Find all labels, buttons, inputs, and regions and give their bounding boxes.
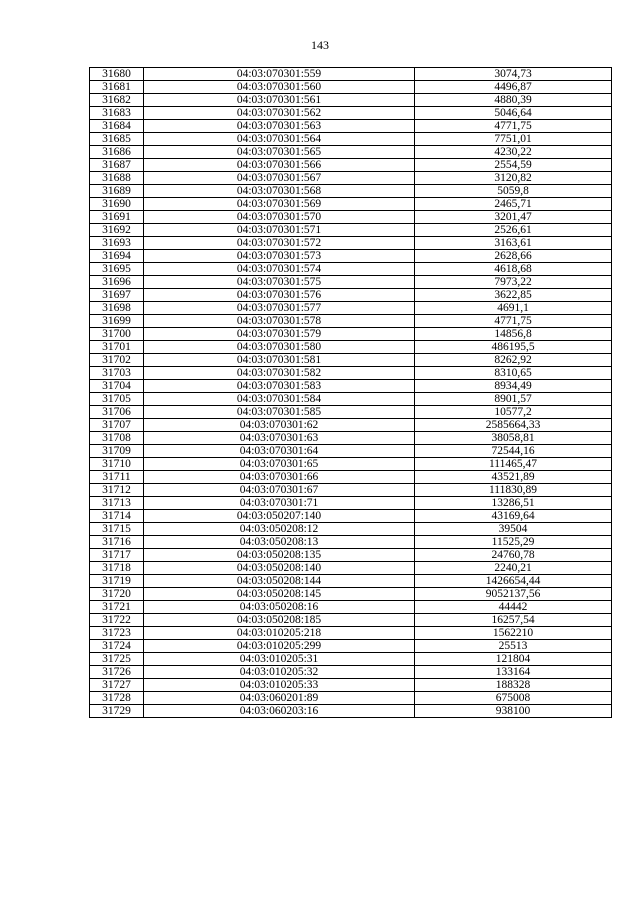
row-number-cell: 31697: [90, 289, 144, 302]
table-row: [90, 666, 612, 679]
cadastral-number-cell: 04:03:070301:560: [144, 81, 415, 94]
row-number-cell: 31726: [90, 666, 144, 679]
table-row: [90, 705, 612, 718]
cadastral-value-cell: 4618,68: [415, 263, 612, 276]
table-row: [90, 159, 612, 172]
table-row: [90, 289, 612, 302]
cadastral-number-cell: 04:03:010205:31: [144, 653, 415, 666]
cadastral-value-cell: 10577,2: [415, 406, 612, 419]
table-row: [90, 497, 612, 510]
row-number-cell: 31708: [90, 432, 144, 445]
table-row: [90, 68, 612, 81]
row-number-cell: 31703: [90, 367, 144, 380]
table-row: [90, 588, 612, 601]
cadastral-value-cell: 43521,89: [415, 471, 612, 484]
table-row: [90, 133, 612, 146]
row-number-cell: 31704: [90, 380, 144, 393]
cadastral-number-cell: 04:03:050208:13: [144, 536, 415, 549]
cadastral-number-cell: 04:03:070301:576: [144, 289, 415, 302]
cadastral-value-cell: 133164: [415, 666, 612, 679]
table-row: [90, 549, 612, 562]
cadastral-value-cell: 2585664,33: [415, 419, 612, 432]
cadastral-number-cell: 04:03:070301:581: [144, 354, 415, 367]
cadastral-number-cell: 04:03:050208:145: [144, 588, 415, 601]
table-row: [90, 146, 612, 159]
cadastral-value-cell: 2240,21: [415, 562, 612, 575]
cadastral-value-cell: 38058,81: [415, 432, 612, 445]
table-row: [90, 354, 612, 367]
cadastral-value-cell: 3201,47: [415, 211, 612, 224]
cadastral-value-cell: 11525,29: [415, 536, 612, 549]
cadastral-number-cell: 04:03:060203:16: [144, 705, 415, 718]
row-number-cell: 31722: [90, 614, 144, 627]
row-number-cell: 31712: [90, 484, 144, 497]
cadastral-value-cell: 7973,22: [415, 276, 612, 289]
table-row: [90, 692, 612, 705]
cadastral-value-cell: 3120,82: [415, 172, 612, 185]
row-number-cell: 31719: [90, 575, 144, 588]
table-row: [90, 380, 612, 393]
row-number-cell: 31721: [90, 601, 144, 614]
row-number-cell: 31727: [90, 679, 144, 692]
cadastral-value-cell: 4771,75: [415, 120, 612, 133]
cadastral-value-cell: 111830,89: [415, 484, 612, 497]
cadastral-value-cell: 188328: [415, 679, 612, 692]
row-number-cell: 31681: [90, 81, 144, 94]
cadastral-number-cell: 04:03:050208:140: [144, 562, 415, 575]
row-number-cell: 31724: [90, 640, 144, 653]
cadastral-number-cell: 04:03:050208:12: [144, 523, 415, 536]
cadastral-number-cell: 04:03:010205:33: [144, 679, 415, 692]
cadastral-value-cell: 4880,39: [415, 94, 612, 107]
cadastral-number-cell: 04:03:050207:140: [144, 510, 415, 523]
row-number-cell: 31698: [90, 302, 144, 315]
cadastral-value-cell: 5059,8: [415, 185, 612, 198]
cadastral-value-cell: 13286,51: [415, 497, 612, 510]
cadastral-value-cell: 2628,66: [415, 250, 612, 263]
table-row: [90, 328, 612, 341]
row-number-cell: 31685: [90, 133, 144, 146]
table-row: [90, 484, 612, 497]
cadastral-value-cell: 72544,16: [415, 445, 612, 458]
cadastral-number-cell: 04:03:070301:568: [144, 185, 415, 198]
table-row: [90, 341, 612, 354]
row-number-cell: 31725: [90, 653, 144, 666]
cadastral-value-cell: 938100: [415, 705, 612, 718]
table-row: [90, 198, 612, 211]
cadastral-number-cell: 04:03:010205:32: [144, 666, 415, 679]
row-number-cell: 31702: [90, 354, 144, 367]
row-number-cell: 31706: [90, 406, 144, 419]
cadastral-number-cell: 04:03:070301:572: [144, 237, 415, 250]
cadastral-number-cell: 04:03:070301:580: [144, 341, 415, 354]
table-row: [90, 367, 612, 380]
row-number-cell: 31692: [90, 224, 144, 237]
row-number-cell: 31687: [90, 159, 144, 172]
table-row: [90, 250, 612, 263]
cadastral-value-cell: 4496,87: [415, 81, 612, 94]
table-row: [90, 679, 612, 692]
cadastral-number-cell: 04:03:070301:559: [144, 68, 415, 81]
cadastral-number-cell: 04:03:070301:567: [144, 172, 415, 185]
cadastral-number-cell: 04:03:050208:16: [144, 601, 415, 614]
row-number-cell: 31720: [90, 588, 144, 601]
cadastral-value-cell: 1562210: [415, 627, 612, 640]
table-row: [90, 263, 612, 276]
table-row: [90, 406, 612, 419]
table-row: [90, 653, 612, 666]
table-row: [90, 185, 612, 198]
row-number-cell: 31696: [90, 276, 144, 289]
cadastral-value-cell: 4230,22: [415, 146, 612, 159]
cadastral-value-cell: 3622,85: [415, 289, 612, 302]
cadastral-number-cell: 04:03:070301:63: [144, 432, 415, 445]
cadastral-number-cell: 04:03:070301:574: [144, 263, 415, 276]
cadastral-value-cell: 5046,64: [415, 107, 612, 120]
table-row: [90, 640, 612, 653]
row-number-cell: 31691: [90, 211, 144, 224]
cadastral-value-table: [89, 67, 612, 718]
cadastral-number-cell: 04:03:070301:562: [144, 107, 415, 120]
cadastral-number-cell: 04:03:070301:62: [144, 419, 415, 432]
row-number-cell: 31718: [90, 562, 144, 575]
row-number-cell: 31707: [90, 419, 144, 432]
cadastral-number-cell: 04:03:010205:218: [144, 627, 415, 640]
cadastral-number-cell: 04:03:070301:564: [144, 133, 415, 146]
table-row: [90, 614, 612, 627]
cadastral-number-cell: 04:03:070301:71: [144, 497, 415, 510]
cadastral-number-cell: 04:03:070301:573: [144, 250, 415, 263]
cadastral-value-cell: 121804: [415, 653, 612, 666]
row-number-cell: 31710: [90, 458, 144, 471]
cadastral-value-cell: 2465,71: [415, 198, 612, 211]
cadastral-number-cell: 04:03:070301:570: [144, 211, 415, 224]
cadastral-number-cell: 04:03:070301:67: [144, 484, 415, 497]
cadastral-value-cell: 2526,61: [415, 224, 612, 237]
table-row: [90, 120, 612, 133]
cadastral-value-cell: 8310,65: [415, 367, 612, 380]
cadastral-number-cell: 04:03:060201:89: [144, 692, 415, 705]
cadastral-value-cell: 7751,01: [415, 133, 612, 146]
table-row: [90, 562, 612, 575]
row-number-cell: 31686: [90, 146, 144, 159]
table-row: [90, 419, 612, 432]
cadastral-number-cell: 04:03:070301:566: [144, 159, 415, 172]
cadastral-number-cell: 04:03:070301:569: [144, 198, 415, 211]
row-number-cell: 31699: [90, 315, 144, 328]
cadastral-number-cell: 04:03:070301:563: [144, 120, 415, 133]
cadastral-value-cell: 486195,5: [415, 341, 612, 354]
page-number: 143: [311, 38, 329, 52]
cadastral-value-cell: 8901,57: [415, 393, 612, 406]
cadastral-number-cell: 04:03:050208:144: [144, 575, 415, 588]
row-number-cell: 31701: [90, 341, 144, 354]
table-row: [90, 471, 612, 484]
cadastral-number-cell: 04:03:070301:561: [144, 94, 415, 107]
row-number-cell: 31715: [90, 523, 144, 536]
cadastral-value-cell: 9052137,56: [415, 588, 612, 601]
table-row: [90, 536, 612, 549]
table-row: [90, 94, 612, 107]
table-body: [90, 68, 612, 718]
cadastral-number-cell: 04:03:070301:585: [144, 406, 415, 419]
table-row: [90, 172, 612, 185]
row-number-cell: 31695: [90, 263, 144, 276]
cadastral-value-cell: 4771,75: [415, 315, 612, 328]
cadastral-number-cell: 04:03:070301:571: [144, 224, 415, 237]
cadastral-value-cell: 25513: [415, 640, 612, 653]
table-row: [90, 107, 612, 120]
cadastral-value-cell: 16257,54: [415, 614, 612, 627]
cadastral-number-cell: 04:03:070301:582: [144, 367, 415, 380]
table-row: [90, 276, 612, 289]
row-number-cell: 31709: [90, 445, 144, 458]
cadastral-value-cell: 111465,47: [415, 458, 612, 471]
cadastral-number-cell: 04:03:070301:66: [144, 471, 415, 484]
table-row: [90, 458, 612, 471]
table-row: [90, 393, 612, 406]
cadastral-number-cell: 04:03:070301:575: [144, 276, 415, 289]
row-number-cell: 31683: [90, 107, 144, 120]
table-row: [90, 575, 612, 588]
cadastral-value-cell: 3163,61: [415, 237, 612, 250]
cadastral-number-cell: 04:03:010205:299: [144, 640, 415, 653]
cadastral-number-cell: 04:03:070301:577: [144, 302, 415, 315]
cadastral-number-cell: 04:03:070301:64: [144, 445, 415, 458]
cadastral-value-cell: 8262,92: [415, 354, 612, 367]
table-row: [90, 510, 612, 523]
row-number-cell: 31713: [90, 497, 144, 510]
table-row: [90, 523, 612, 536]
table-row: [90, 432, 612, 445]
row-number-cell: 31711: [90, 471, 144, 484]
cadastral-number-cell: 04:03:070301:578: [144, 315, 415, 328]
row-number-cell: 31705: [90, 393, 144, 406]
row-number-cell: 31684: [90, 120, 144, 133]
row-number-cell: 31716: [90, 536, 144, 549]
table-row: [90, 627, 612, 640]
row-number-cell: 31700: [90, 328, 144, 341]
row-number-cell: 31689: [90, 185, 144, 198]
row-number-cell: 31723: [90, 627, 144, 640]
table-row: [90, 302, 612, 315]
table-row: [90, 445, 612, 458]
table-row: [90, 211, 612, 224]
cadastral-value-cell: 675008: [415, 692, 612, 705]
cadastral-number-cell: 04:03:070301:584: [144, 393, 415, 406]
cadastral-value-cell: 2554,59: [415, 159, 612, 172]
row-number-cell: 31714: [90, 510, 144, 523]
cadastral-number-cell: 04:03:070301:65: [144, 458, 415, 471]
cadastral-value-cell: 24760,78: [415, 549, 612, 562]
cadastral-value-cell: 44442: [415, 601, 612, 614]
table-row: [90, 237, 612, 250]
row-number-cell: 31680: [90, 68, 144, 81]
cadastral-number-cell: 04:03:050208:185: [144, 614, 415, 627]
row-number-cell: 31694: [90, 250, 144, 263]
table-row: [90, 315, 612, 328]
row-number-cell: 31682: [90, 94, 144, 107]
cadastral-value-cell: 14856,8: [415, 328, 612, 341]
cadastral-value-cell: 8934,49: [415, 380, 612, 393]
row-number-cell: 31729: [90, 705, 144, 718]
cadastral-number-cell: 04:03:070301:583: [144, 380, 415, 393]
row-number-cell: 31690: [90, 198, 144, 211]
cadastral-value-cell: 1426654,44: [415, 575, 612, 588]
cadastral-value-cell: 3074,73: [415, 68, 612, 81]
cadastral-number-cell: 04:03:050208:135: [144, 549, 415, 562]
table-row: [90, 81, 612, 94]
row-number-cell: 31717: [90, 549, 144, 562]
cadastral-value-cell: 4691,1: [415, 302, 612, 315]
cadastral-number-cell: 04:03:070301:579: [144, 328, 415, 341]
row-number-cell: 31688: [90, 172, 144, 185]
cadastral-number-cell: 04:03:070301:565: [144, 146, 415, 159]
table-row: [90, 601, 612, 614]
row-number-cell: 31693: [90, 237, 144, 250]
row-number-cell: 31728: [90, 692, 144, 705]
cadastral-value-cell: 43169,64: [415, 510, 612, 523]
cadastral-value-cell: 39504: [415, 523, 612, 536]
table-row: [90, 224, 612, 237]
